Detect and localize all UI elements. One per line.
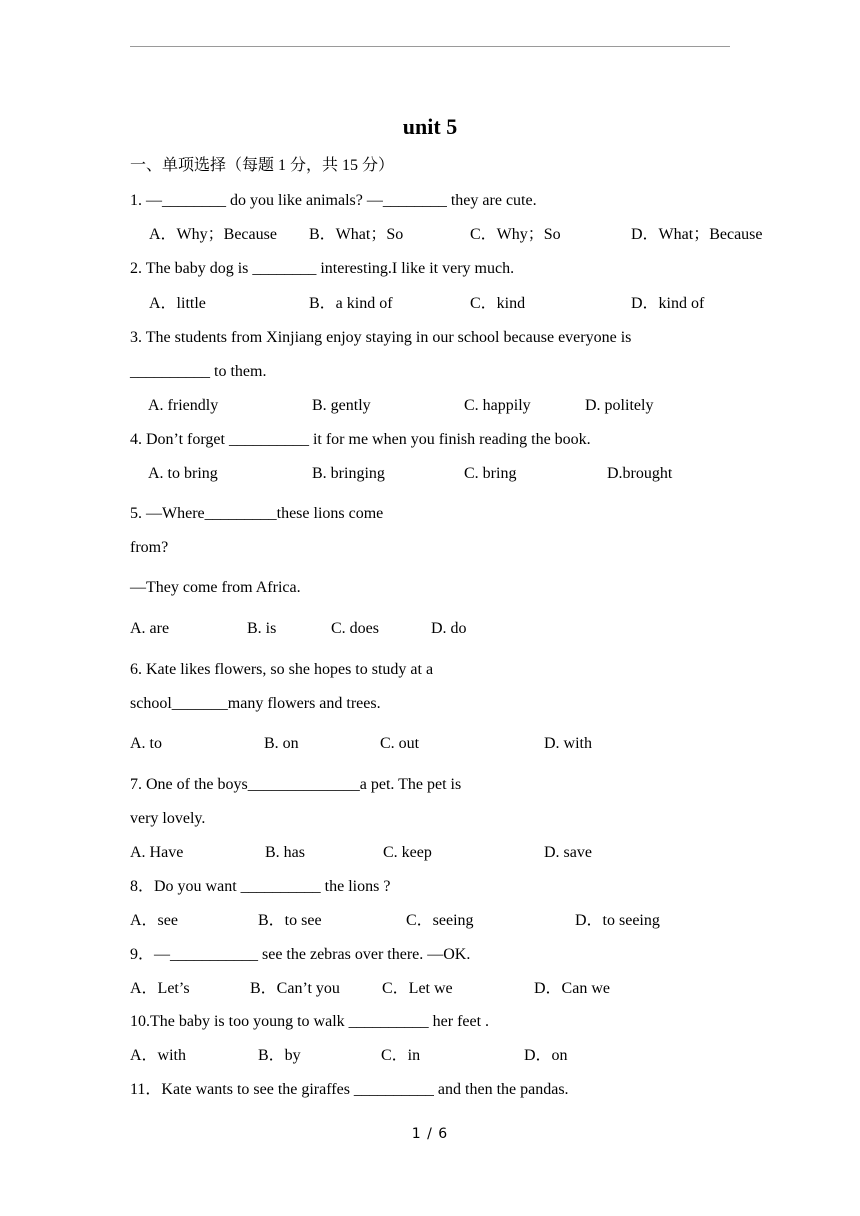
q5-option-c: C. does bbox=[331, 620, 379, 637]
section-heading: 一、单项选择（每题 1 分，共 15 分） bbox=[130, 157, 395, 174]
q7-option-d: D. save bbox=[544, 844, 592, 861]
q7-option-a: A. Have bbox=[130, 844, 184, 861]
q4-option-d: D.brought bbox=[607, 465, 673, 482]
q8-option-a: A．see bbox=[130, 912, 178, 929]
q9-option-c: C．Let we bbox=[382, 980, 453, 997]
q1-option-c: C．Why；So bbox=[470, 226, 561, 243]
q1-option-a: A．Why；Because bbox=[149, 226, 277, 243]
question-6: 6. Kate likes flowers, so she hopes to study at a bbox=[130, 661, 434, 678]
question-4: 4. Don’t forget __________ it for me when you finish reading the book. bbox=[130, 431, 591, 448]
question-7-cont: very lovely. bbox=[130, 810, 206, 827]
q8-option-c: C．seeing bbox=[406, 912, 474, 929]
question-1: 1. —________ do you like animals? —________ they are cute. bbox=[130, 192, 537, 209]
question-5-cont: from? bbox=[130, 539, 169, 556]
question-2: 2. The baby dog is ________ interesting.I like it very much. bbox=[130, 260, 515, 277]
q6-option-d: D. with bbox=[544, 735, 592, 752]
question-7: 7. One of the boys______________a pet. The pet is bbox=[130, 776, 462, 793]
q9-option-a: A．Let’s bbox=[130, 980, 190, 997]
q10-option-b: B．by bbox=[258, 1047, 301, 1064]
question-11: 11．Kate wants to see the giraffes __________ and then the pandas. bbox=[130, 1081, 569, 1098]
q2-option-a: A．little bbox=[149, 295, 206, 312]
q2-option-c: C．kind bbox=[470, 295, 526, 312]
q6-option-b: B. on bbox=[264, 735, 299, 752]
q9-option-d: D．Can we bbox=[534, 980, 610, 997]
q3-option-b: B. gently bbox=[312, 397, 371, 414]
question-3-cont: __________ to them. bbox=[130, 363, 267, 380]
q2-option-d: D．kind of bbox=[631, 295, 705, 312]
q6-option-c: C. out bbox=[380, 735, 420, 752]
q3-option-d: D. politely bbox=[585, 397, 654, 414]
q8-option-d: D．to seeing bbox=[575, 912, 660, 929]
header-rule bbox=[130, 46, 730, 47]
q8-option-b: B．to see bbox=[258, 912, 322, 929]
q4-option-c: C. bring bbox=[464, 465, 517, 482]
q7-option-b: B. has bbox=[265, 844, 305, 861]
q9-option-b: B．Can’t you bbox=[250, 980, 340, 997]
page-title: unit 5 bbox=[402, 114, 458, 139]
question-8: 8．Do you want __________ the lions ? bbox=[130, 878, 391, 895]
page-number: 1 / 6 bbox=[411, 1126, 449, 1142]
q7-option-c: C. keep bbox=[383, 844, 432, 861]
q10-option-a: A．with bbox=[130, 1047, 187, 1064]
q2-option-b: B．a kind of bbox=[309, 295, 393, 312]
q5-option-d: D. do bbox=[431, 620, 467, 637]
q5-option-b: B. is bbox=[247, 620, 277, 637]
q3-option-c: C. happily bbox=[464, 397, 531, 414]
question-5-answer: —They come from Africa. bbox=[130, 579, 301, 596]
question-5: 5. —Where_________these lions come bbox=[130, 505, 384, 522]
q1-option-d: D．What；Because bbox=[631, 226, 763, 243]
question-6-cont: school_______many flowers and trees. bbox=[130, 695, 381, 712]
question-9: 9．—___________ see the zebras over there. —OK. bbox=[130, 946, 471, 963]
q4-option-b: B. bringing bbox=[312, 465, 385, 482]
q4-option-a: A. to bring bbox=[148, 465, 218, 482]
q10-option-c: C．in bbox=[381, 1047, 421, 1064]
q10-option-d: D．on bbox=[524, 1047, 568, 1064]
question-10: 10.The baby is too young to walk __________ her feet . bbox=[130, 1013, 490, 1030]
q5-option-a: A. are bbox=[130, 620, 170, 637]
q1-option-b: B．What；So bbox=[309, 226, 404, 243]
question-3: 3. The students from Xinjiang enjoy staying in our school because everyone is bbox=[130, 329, 632, 346]
q6-option-a: A. to bbox=[130, 735, 162, 752]
q3-option-a: A. friendly bbox=[148, 397, 219, 414]
